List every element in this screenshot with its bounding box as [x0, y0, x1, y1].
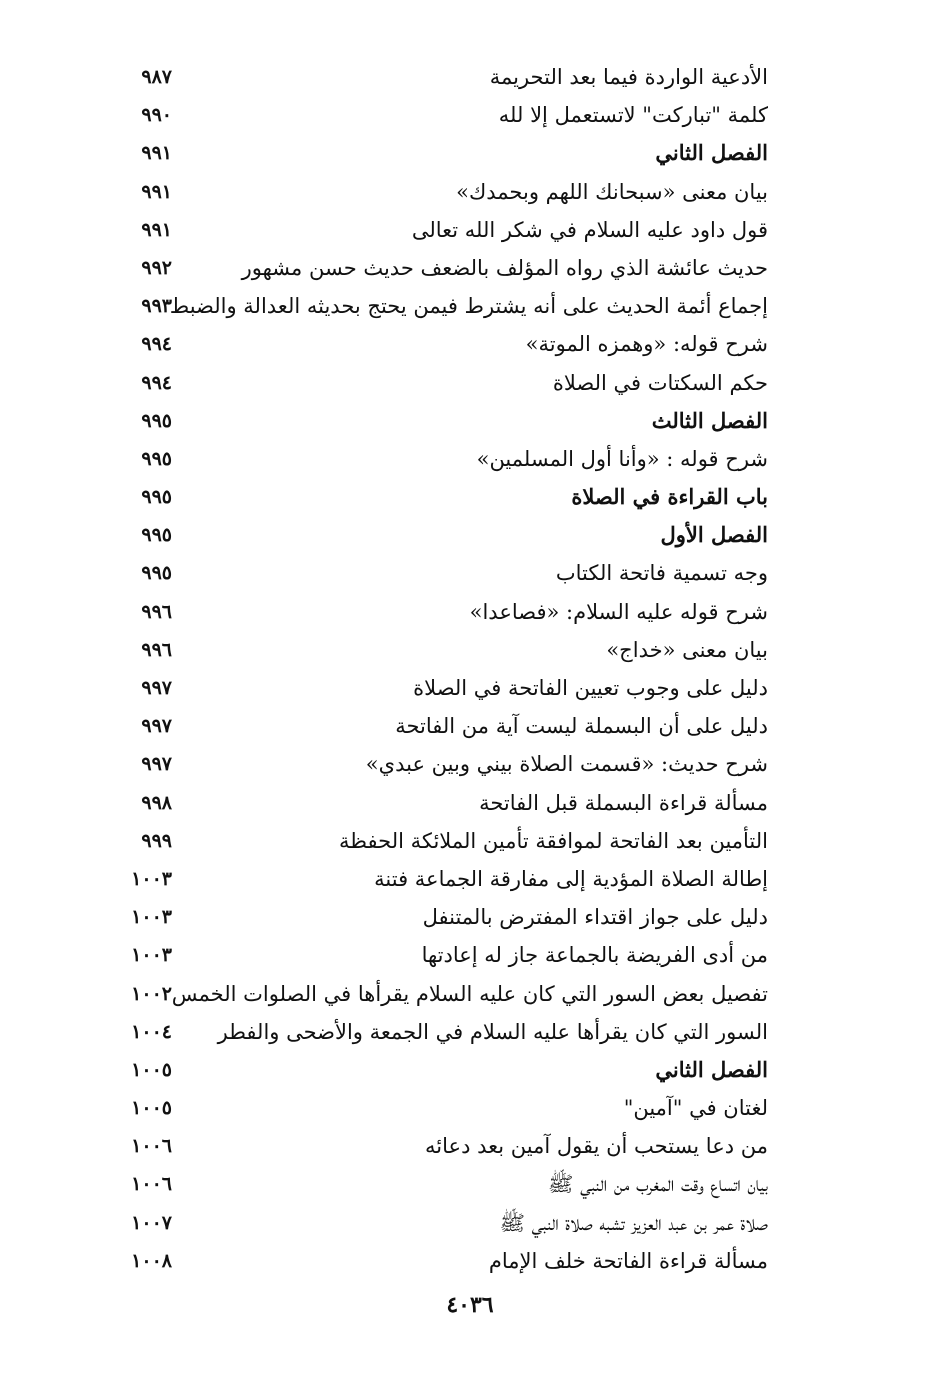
entry-page-number: ١٠٠٦ [131, 1173, 172, 1196]
entry-title: صلاة عمر بن عبد العزيز تشبه صلاة النبي ﷺ [499, 1210, 768, 1235]
toc-entry [0, 707, 940, 745]
entry-title: بيان معنى «خداج» [606, 637, 768, 662]
toc-entry [0, 784, 940, 822]
toc-entry [0, 134, 940, 172]
toc-entry [0, 898, 940, 936]
entry-page-number: ١٠٠٥ [131, 1058, 172, 1081]
entry-page-number: ١٠٠٨ [131, 1249, 172, 1272]
toc-entry [0, 478, 940, 516]
toc-entry [0, 173, 940, 211]
entry-page-number: ٩٨٧ [141, 66, 172, 88]
toc-entry [0, 1127, 940, 1165]
toc-entry [0, 554, 940, 592]
entry-page-number: ١٠٠٣ [131, 906, 172, 929]
entry-title: الفصل الثاني [655, 1056, 768, 1082]
toc-entry [0, 1013, 940, 1051]
entry-page-number: ١٠٠٣ [131, 867, 172, 890]
entry-page-number: ٩٩٥ [141, 562, 172, 585]
toc-entry [0, 669, 940, 707]
table-of-contents [0, 58, 940, 1280]
toc-entry [0, 440, 940, 478]
entry-page-number: ٩٩٨ [141, 791, 172, 814]
entry-title: حكم السكتات في الصلاة [552, 370, 768, 395]
toc-entry [0, 1204, 940, 1242]
entry-title: وجه تسمية فاتحة الكتاب [555, 561, 768, 586]
entry-title: من دعا يستحب أن يقول آمين بعد دعائه [425, 1134, 768, 1159]
entry-title: دليل على جواز اقتداء المفترض بالمتنفل [422, 905, 768, 930]
toc-entry [0, 516, 940, 554]
entry-page-number: ٩٩١ [141, 180, 172, 203]
entry-title: دليل على وجوب تعيين الفاتحة في الصلاة [413, 676, 768, 700]
entry-title: من أدى الفريضة بالجماعة جاز له إعادتها [421, 943, 768, 968]
entry-title: باب القراءة في الصلاة [571, 484, 768, 510]
entry-page-number: ١٠٠٣ [131, 944, 172, 967]
entry-title: بيان اتساع وقت المغرب من النبي ﷺ [548, 1172, 768, 1197]
entry-page-number: ٩٩٥ [141, 486, 172, 509]
entry-page-number: ٩٩٥ [141, 409, 172, 432]
toc-entry [0, 58, 940, 96]
entry-page-number: ٩٩٥ [141, 524, 172, 547]
entry-title: إطالة الصلاة المؤدية إلى مفارقة الجماعة فتنة [374, 866, 768, 891]
entry-page-number: ٩٩٦ [141, 600, 172, 623]
toc-entry [0, 860, 940, 898]
toc-entry [0, 96, 940, 134]
entry-title: الفصل الثالث [651, 407, 768, 433]
entry-page-number: ٩٩٧ [141, 677, 172, 699]
entry-title: مسألة قراءة البسملة قبل الفاتحة [479, 790, 768, 815]
entry-page-number: ٩٩٦ [141, 638, 172, 661]
entry-page-number: ١٠٠٢ [131, 982, 172, 1005]
toc-entry [0, 211, 940, 249]
entry-page-number: ١٠٠٥ [131, 1097, 172, 1120]
toc-entry [0, 745, 940, 783]
entry-title: مسألة قراءة الفاتحة خلف الإمام [488, 1248, 768, 1273]
toc-entry [0, 287, 940, 325]
entry-title: دليل على أن البسملة ليست آية من الفاتحة [395, 714, 768, 739]
entry-title: شرح قوله عليه السلام: «فصاعدا» [469, 599, 768, 624]
entry-title: الفصل الأول [660, 522, 768, 548]
entry-title: تفصيل بعض السور التي كان عليه السلام يقرأها في الصلوات الخمس [171, 981, 768, 1006]
entry-title: لغتان في "آمين" [623, 1096, 768, 1121]
entry-page-number: ٩٩٧ [141, 715, 172, 738]
entry-page-number: ٩٩٤ [141, 333, 172, 356]
toc-entry [0, 936, 940, 974]
entry-page-number: ٩٩٧ [141, 753, 172, 776]
toc-entry [0, 325, 940, 363]
entry-page-number: ١٠٠٦ [131, 1135, 172, 1158]
entry-title: الفصل الثاني [655, 140, 768, 166]
entry-title: إجماع أئمة الحديث على أنه يشترط فيمن يحتج بحديثه العدالة والضبط [169, 294, 768, 319]
entry-page-number: ٩٩٢ [141, 256, 172, 279]
toc-entry [0, 593, 940, 631]
entry-title: شرح قوله: «وهمزه الموتة» [525, 332, 768, 357]
entry-page-number: ٩٩٤ [141, 371, 172, 394]
entry-page-number: ٩٩١ [141, 142, 172, 165]
entry-title: كلمة "تباركت" لاتستعمل إلا لله [498, 103, 768, 128]
toc-entry [0, 1242, 940, 1280]
toc-entry [0, 1089, 940, 1127]
entry-page-number: ١٠٠٧ [131, 1211, 172, 1234]
page-folio-number: ٤٠٣٦ [446, 1292, 494, 1318]
entry-title: شرح حديث: «قسمت الصلاة بيني وبين عبدي» [365, 752, 768, 777]
entry-page-number: ٩٩١ [141, 218, 172, 241]
entry-title: الأدعية الواردة فيما بعد التحريمة [489, 65, 768, 89]
entry-title: السور التي كان يقرأها عليه السلام في الجمعة والأضحى والفطر [217, 1019, 768, 1044]
entry-title: بيان معنى «سبحانك اللهم وبحمدك» [456, 179, 768, 204]
entry-page-number: ١٠٠٤ [131, 1020, 172, 1043]
toc-entry [0, 364, 940, 402]
entry-title: التأمين بعد الفاتحة لموافقة تأمين الملائكة الحفظة [339, 828, 768, 853]
toc-entry [0, 631, 940, 669]
toc-entry [0, 1051, 940, 1089]
entry-title: شرح قوله : «وأنا أول المسلمين» [476, 446, 768, 471]
toc-entry [0, 1165, 940, 1203]
toc-entry [0, 402, 940, 440]
entry-title: قول داود عليه السلام في شكر الله تعالى [411, 217, 768, 242]
entry-title: حديث عائشة الذي رواه المؤلف بالضعف حديث حسن مشهور [241, 255, 768, 280]
toc-entry [0, 249, 940, 287]
entry-page-number: ٩٩٥ [141, 447, 172, 470]
entry-page-number: ٩٩٩ [141, 829, 172, 852]
entry-page-number: ٩٩٣ [141, 295, 172, 318]
toc-entry [0, 822, 940, 860]
toc-entry [0, 975, 940, 1013]
entry-page-number: ٩٩٠ [141, 104, 172, 127]
